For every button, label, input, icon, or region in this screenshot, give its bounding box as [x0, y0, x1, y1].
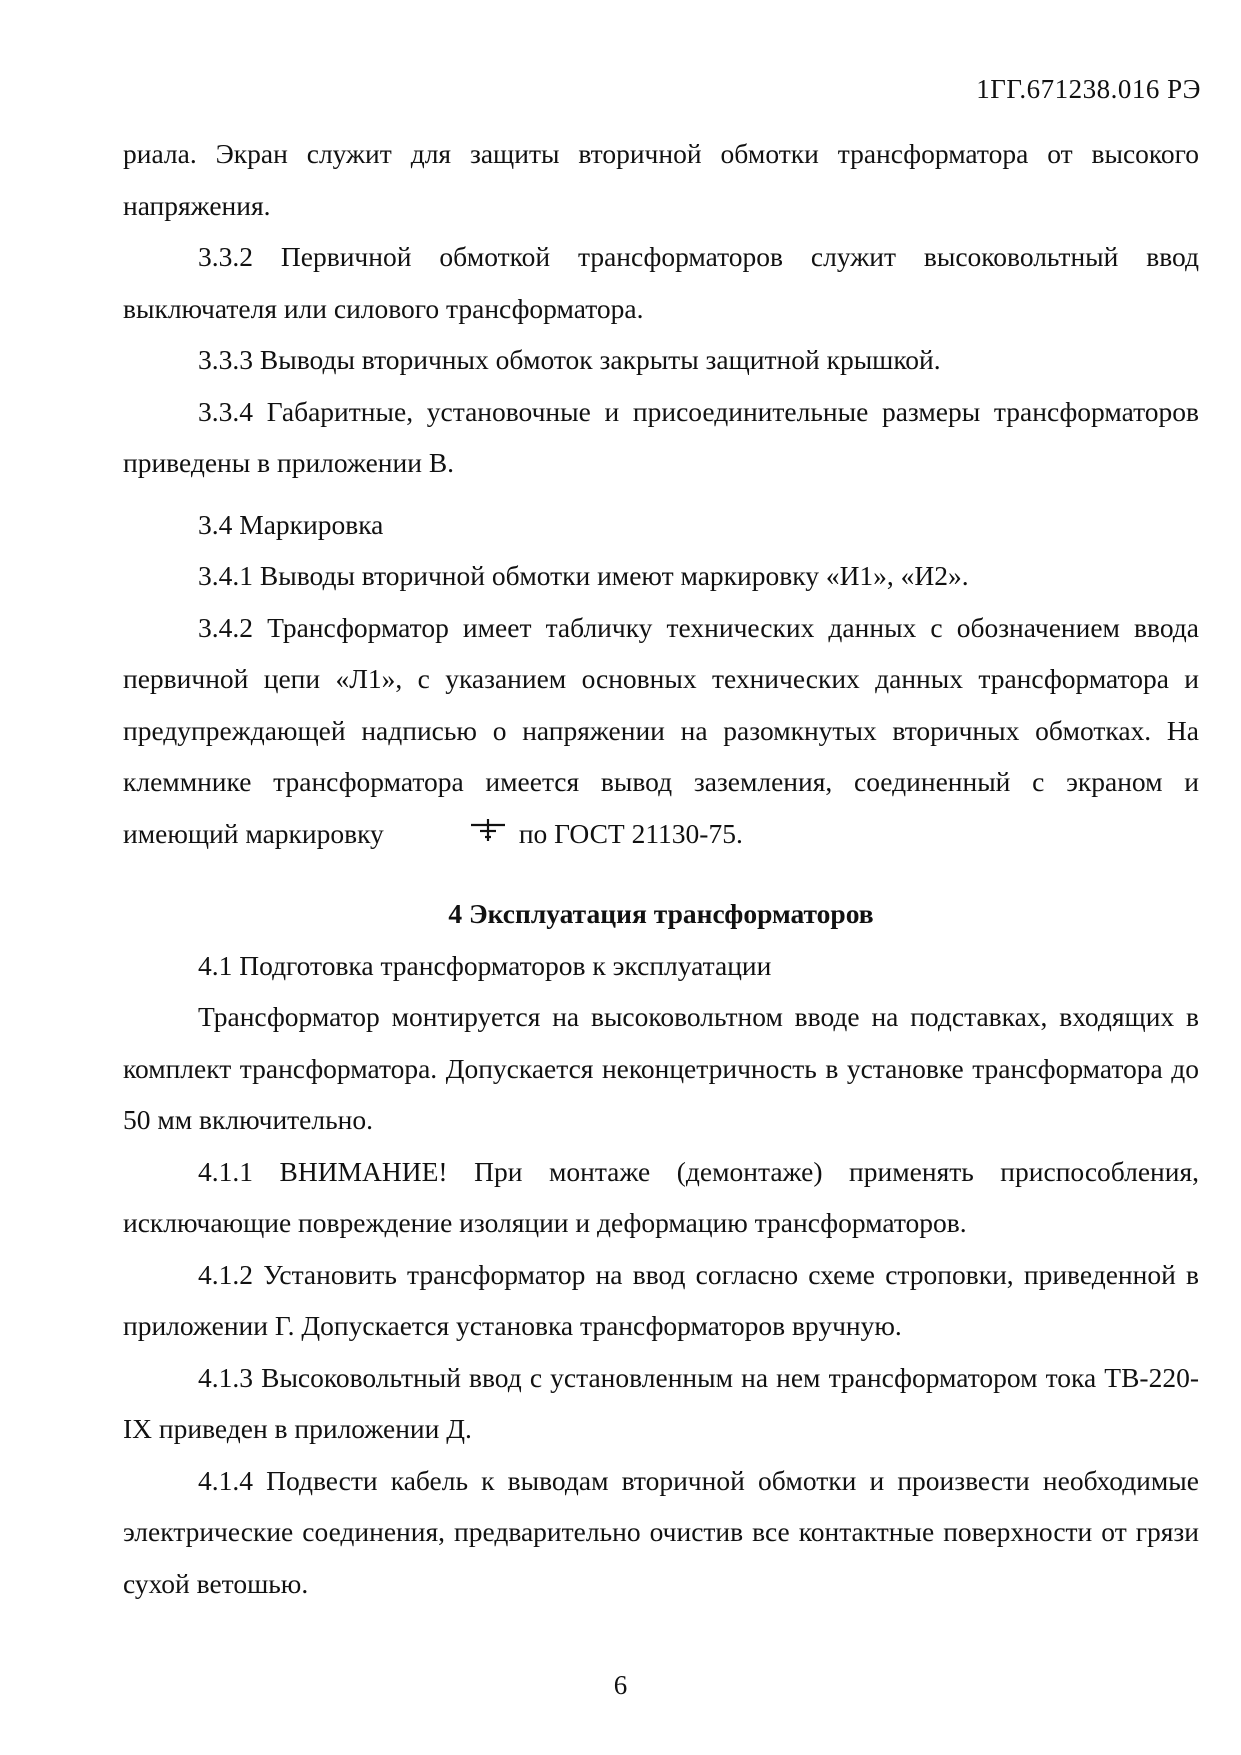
section-heading: 4 Эксплуатация трансформаторов	[448, 898, 874, 929]
paragraph-4-1-4: 4.1.4 Подвести кабель к выводам вторичной обмотки и произвести необходимые электрические соединения, предварительно очистив все контактные поверхности от грязи сухой ветошью.	[123, 1464, 1199, 1599]
paragraph-3-3-3: 3.3.3 Выводы вторичных обмоток закрыты защитной крышкой.	[198, 344, 941, 375]
subsection-heading-3-4: 3.4 Маркировка	[198, 508, 384, 540]
document-body	[123, 128, 1199, 1609]
paragraph-3-3-2: 3.3.2 Первичной обмоткой трансформаторов служит высоковольтный ввод выключателя или силового трансформатора.	[123, 241, 1199, 324]
page-number: 6	[613, 1670, 628, 1700]
paragraph-4-1-2: 4.1.2 Установить трансформатор на ввод согласно схеме строповки, приведенной в приложении Г. Допускается установка трансформаторов вручную.	[123, 1258, 1199, 1341]
paragraph-3-4-1: 3.4.1 Выводы вторичной обмотки имеют маркировку «И1», «И2».	[198, 560, 969, 591]
paragraph-3-4-2-text: 3.4.2 Трансформатор имеет табличку технических данных с обозначением ввода первичной цепи «Л1», с указанием основных технических данных трансформатора и предупреждающей надписью о напряжении на разомкнутых вторичных обмотках. На клеммнике трансформатора имеется вывод заземления, соединенный с экраном и имеющий маркировку	[123, 611, 1199, 849]
document-code: 1ГГ.671238.016 РЭ	[976, 74, 1201, 104]
paragraph-4-1-1: 4.1.1 ВНИМАНИЕ! При монтаже (демонтаже) применять приспособления, исключающие повреждение изоляции и деформацию трансформаторов.	[123, 1155, 1199, 1238]
paragraph-4-1-intro: Трансформатор монтируется на высоковольтном вводе на подставках, входящих в комплект трансформатора. Допускается неконцетричность в установке трансформатора до 50 мм включительно.	[123, 1001, 1199, 1135]
paragraph-4-1-3: 4.1.3 Высоковольтный ввод с установленным на нем трансформатором тока ТВ-220-IX приведен в приложении Д.	[123, 1361, 1199, 1444]
paragraph-continuation: риала. Экран служит для защиты вторичной обмотки трансформатора от высокого напряжения.	[123, 138, 1199, 221]
paragraph-3-3-4: 3.3.4 Габаритные, установочные и присоединительные размеры трансформаторов приведены в приложении В.	[123, 395, 1199, 478]
paragraph-3-4-2	[123, 602, 1199, 864]
subsection-heading-4-1: 4.1 Подготовка трансформаторов к эксплуатации	[198, 949, 772, 981]
protective-ground-icon	[394, 812, 507, 864]
paragraph-3-4-2-tail: по ГОСТ 21130-75.	[518, 817, 743, 849]
